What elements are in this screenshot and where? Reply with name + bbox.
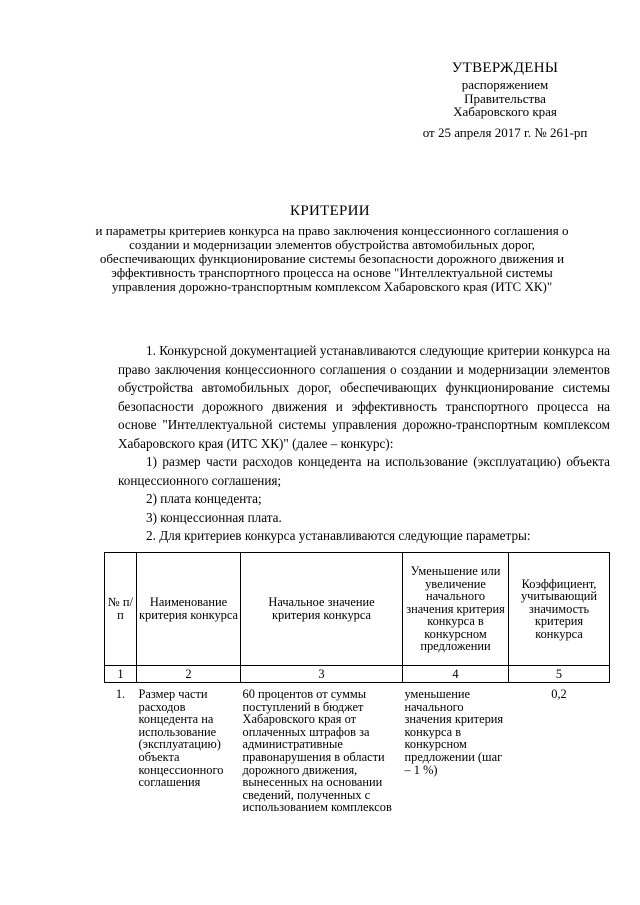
approval-date: от 25 апреля 2017 г. № 261-рп xyxy=(422,124,588,140)
row-initial-value: 60 процентов от суммы поступлений в бюджет Хабаровского края от оплаченных штрафов за административные правонарушения в области дорожного движения, вынесенных на основании сведений, полученных с использованием комплексов xyxy=(242,687,392,815)
row-number: 1. xyxy=(115,687,126,701)
column-number: 5 xyxy=(509,666,610,683)
row-coefficient: 0,2 xyxy=(551,687,567,701)
parameters-table xyxy=(104,552,610,815)
header-change: Уменьшение или увеличение начального значения критерия конкурса в конкурсном предложении xyxy=(403,553,509,666)
approval-stamp xyxy=(400,58,610,141)
approval-line-2: Правительства xyxy=(464,90,546,106)
row-change: уменьшение начального значения критерия конкурса в конкурсном предложении (шаг – 1 %) xyxy=(404,687,504,777)
criterion-item-2: 2) плата концедента; xyxy=(146,491,262,506)
header-coefficient: Коэффициент, учитывающий значимость критерия конкурса xyxy=(509,553,610,666)
paragraph-1: 1. Конкурсной документацией устанавливаются следующие критерии конкурса на право заключения концессионного соглашения о создании и модернизации элементов обустройства автомобильных дорог, обеспечивающих функционирование системы безопасности дорожного движения и эффективность транспортного процесса на основе "Интеллектуальной системы управления дорожно-транспортным комплексом Хабаровского края (ИТС ХК)" (далее – конкурс): xyxy=(118,343,610,451)
column-number: 1 xyxy=(105,666,137,683)
header-criterion-name: Наименование критерия конкурса xyxy=(137,553,241,666)
approval-title: УТВЕРЖДЕНЫ xyxy=(451,60,559,76)
header-initial-value: Начальное значение критерия конкурса xyxy=(241,553,403,666)
approval-line-1: распоряжением xyxy=(461,77,549,92)
column-number: 3 xyxy=(241,666,403,683)
table-row xyxy=(105,683,610,815)
approval-line-3: Хабаровского края xyxy=(453,104,557,119)
column-number: 2 xyxy=(137,666,241,683)
document-title: КРИТЕРИИ xyxy=(290,203,370,219)
criterion-item-3: 3) концессионная плата. xyxy=(146,509,282,525)
document-subtitle: и параметры критериев конкурса на право заключения концессионного соглашения о создании и модернизации элементов обустройства автомобильных дорог, обеспечивающих функционирование системы безопасности дорожного движения и эффективность транспортного процесса на основе "Интеллектуальной системы управления дорожно-транспортным комплексом Хабаровского края (ИТС ХК)" xyxy=(95,223,569,294)
table-column-numbers-row xyxy=(105,666,610,683)
header-number: № п/п xyxy=(105,553,137,666)
row-criterion-name: Размер части расходов концедента на использование (эксплуатацию) объекта концессионного соглашения xyxy=(138,687,224,790)
table-header-row xyxy=(105,553,610,666)
column-number: 4 xyxy=(403,666,509,683)
criterion-item-1: 1) размер части расходов концедента на использование (эксплуатацию) объекта концессионного соглашения; xyxy=(118,454,610,488)
paragraph-2: 2. Для критериев конкурса устанавливаются следующие параметры: xyxy=(146,528,531,543)
document-body xyxy=(118,342,610,546)
